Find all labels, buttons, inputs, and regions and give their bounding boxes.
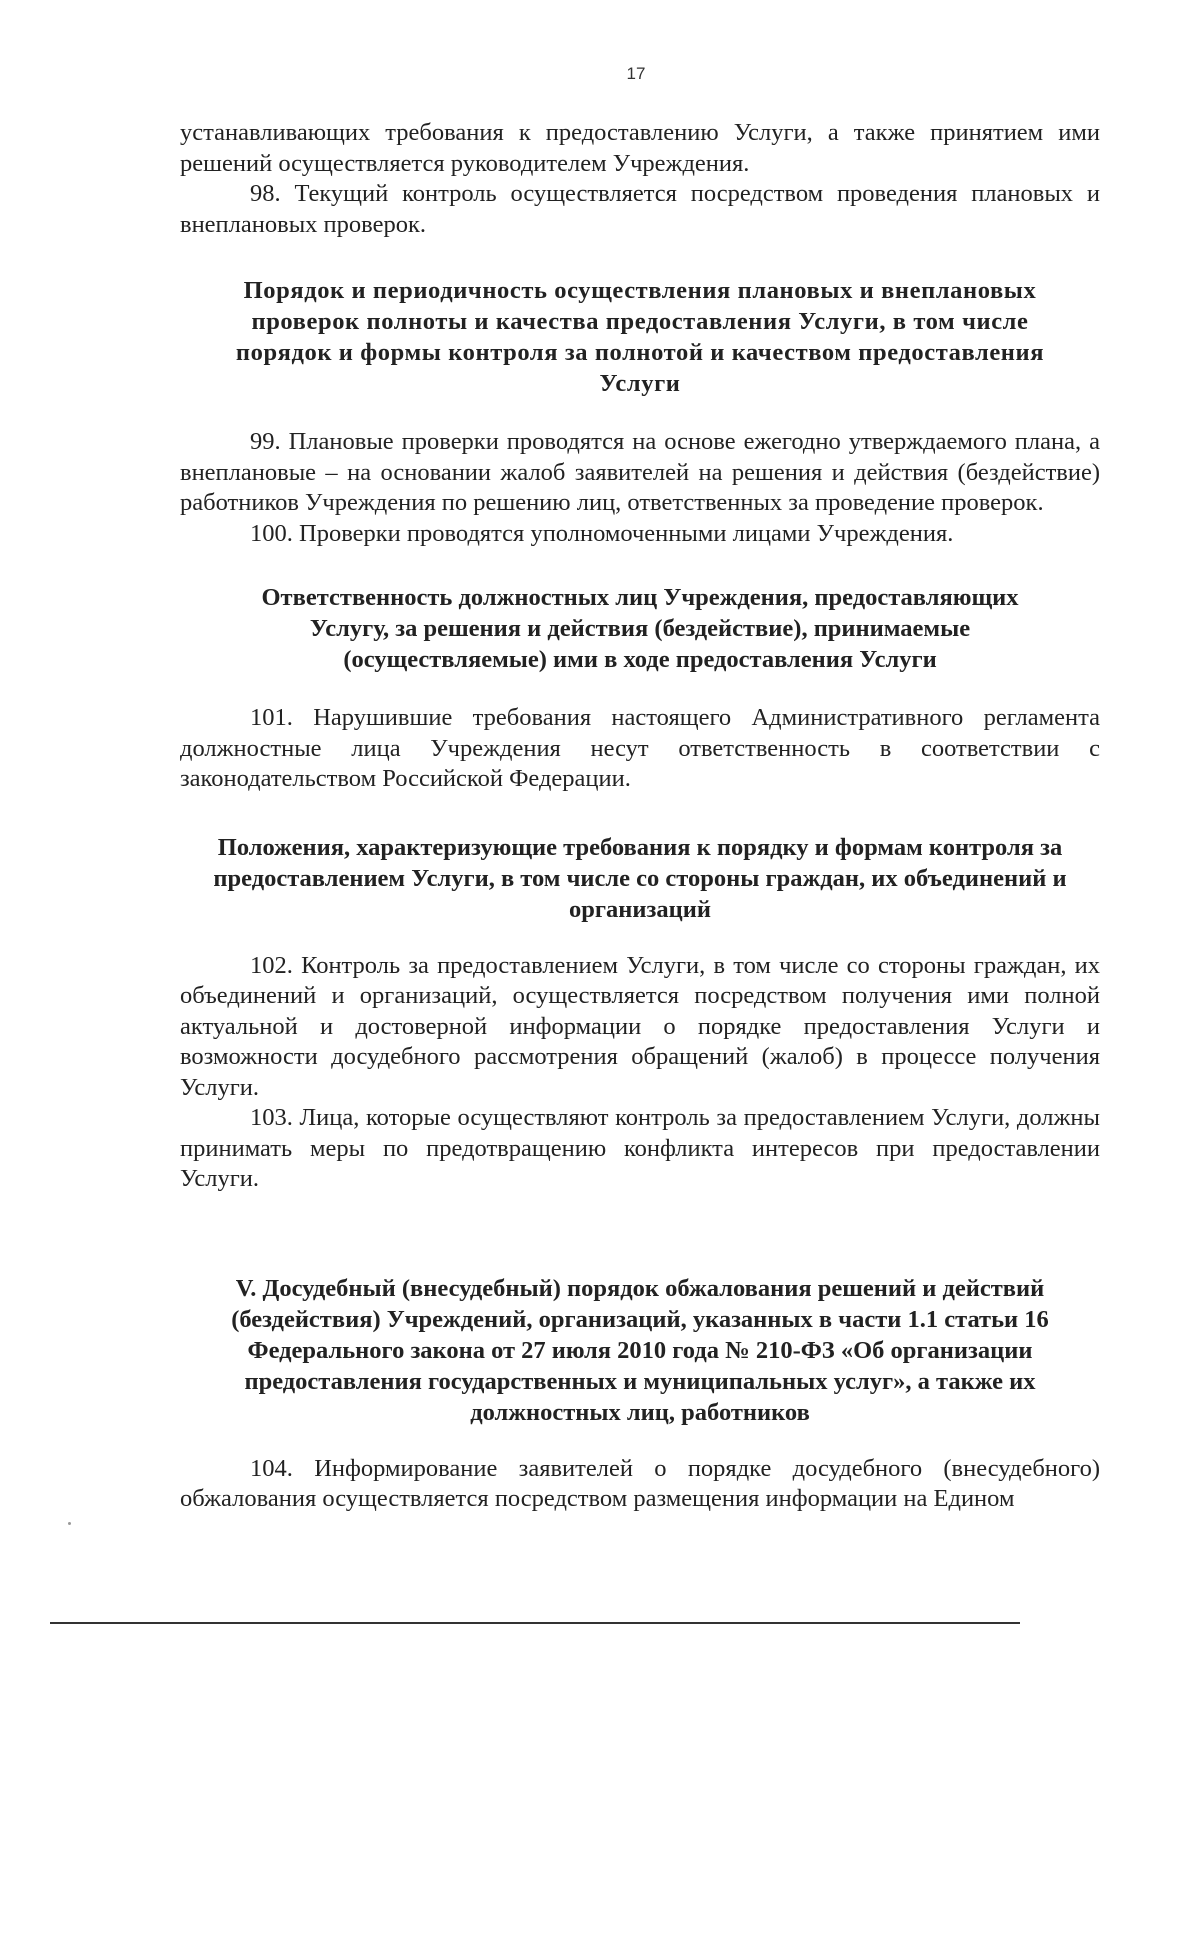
paragraph-100: 100. Проверки проводятся уполномоченными лицами Учреждения. <box>250 519 954 547</box>
footnote-separator-line <box>50 1622 1020 1624</box>
scan-speck <box>68 1522 71 1525</box>
heading-section-v-appeals: V. Досудебный (внесудебный) порядок обжалования решений и действий (бездействия) Учреждений, организаций, указанных в части 1.1 статьи 16 Федерального закона от 27 июля 2010 года № 210-ФЗ «Об организации предоставления государственных и муниципальных услуг», а также их должностных лиц, работников <box>231 1274 1049 1426</box>
heading-officials-responsibility: Ответственность должностных лиц Учреждения, предоставляющих Услугу, за решения и действия (бездействие), принимаемые (осуществляемые) ими в ходе предоставления Услуги <box>261 584 1019 673</box>
paragraph-continuation: устанавливающих требования к предоставлению Услуги, а также принятием ими решений осуществляется руководителем Учреждения. <box>180 119 1100 177</box>
paragraph-101: 101. Нарушившие требования настоящего Административного регламента должностные лица Учреждения несут ответственность в соответствии с законодательством Российской Федерации. <box>180 704 1100 792</box>
paragraph-99: 99. Плановые проверки проводятся на основе ежегодно утверждаемого плана, а внеплановые – на основании жалоб заявителей на решения и действия (бездействие) работников Учреждения по решению лиц, ответственных за проведение проверок. <box>180 428 1100 516</box>
paragraph-104: 104. Информирование заявителей о порядке досудебного (внесудебного) обжалования осуществляется посредством размещения информации на Едином <box>180 1454 1100 1512</box>
heading-control-provisions: Положения, характеризующие требования к порядку и формам контроля за предоставлением Услуги, в том числе со стороны граждан, их объединений и организаций <box>213 833 1067 923</box>
paragraph-102: 102. Контроль за предоставлением Услуги, в том числе со стороны граждан, их объединений и организаций, осуществляется посредством получения ими полной актуальной и достоверной информации о порядке предоставления Услуги и возможности досудебного рассмотрения обращений (жалоб) в процессе получения Услуги. <box>180 951 1100 1101</box>
paragraph-103: 103. Лица, которые осуществляют контроль за предоставлением Услуги, должны принимать меры по предотвращению конфликта интересов при предоставлении Услуги. <box>180 1104 1100 1192</box>
document-body <box>180 118 1100 1515</box>
page-number: 17 <box>626 64 646 83</box>
heading-inspections-procedure: Порядок и периодичность осуществления плановых и внеплановых проверок полноты и качества предоставления Услуги, в том числе порядок и формы контроля за полнотой и качеством предоставления Услуги <box>235 277 1045 397</box>
paragraph-98: 98. Текущий контроль осуществляется посредством проведения плановых и внеплановых проверок. <box>180 180 1100 238</box>
